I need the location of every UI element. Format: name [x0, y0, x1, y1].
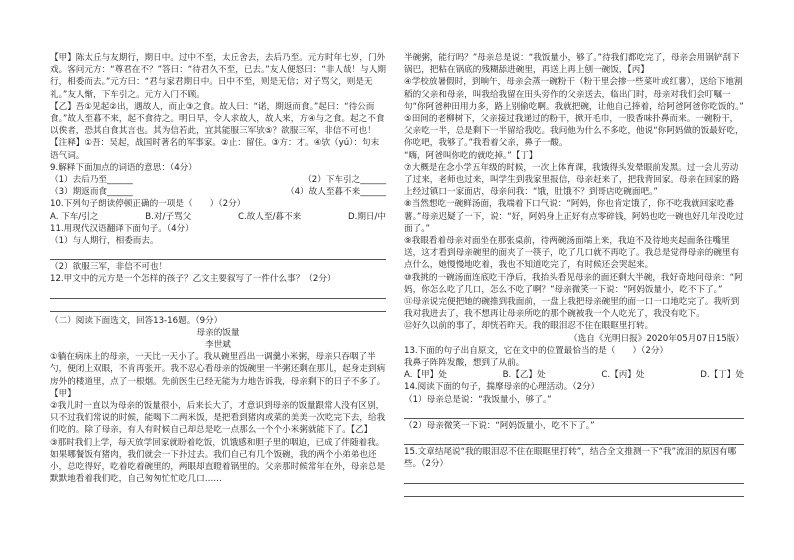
- question-10: 10.下列句子朗读停顿正确的一项是（ ）（2分）: [50, 199, 246, 210]
- essay-paragraph-12: ⑫好久以前的事了，却恍若昨天。我的眼泪忍不住在眼眶里打转。: [404, 321, 654, 332]
- left-column: [50, 52, 386, 486]
- essay-author: 李世斌: [205, 340, 231, 351]
- question-9: 9.解释下面加点的词语的意思：（4分）: [50, 162, 197, 173]
- answer-line[interactable]: [404, 472, 744, 484]
- question-14: 14.阅读下面的句子，揣摩母亲的心理活动。（2分）: [404, 382, 600, 393]
- q9-item: （4）故人至暮不来______: [286, 187, 386, 198]
- essay-paragraph-5: ⑤田间的老柳树下，父亲接过我递过的粉干，掀开毛巾，一股香味扑鼻而来。一碗粉干，父亲吃一半，总是剩下一半留给我吃。我问他为什么不多吃，他说“你阿妈做的饭最好吃，你吃吧，我够了。”我看着父亲，鼻子一酸。: [404, 114, 744, 149]
- q13-option: B.【乙】处: [502, 370, 546, 381]
- passage-jia: 【甲】陈太丘与友期行，期日中。过中不至，太丘舍去，去后乃至。元方时年七岁，门外戏。客问元方：“尊君在不？”答曰：“待君久不至，已去。”友人便怒曰：“非人哉！与人期行，相委而去。”元方曰：“君与家君期日中。日中不至，则是无信；对子骂父，则是无礼。”友人惭，下车引之。元方入门不顾。: [50, 53, 386, 100]
- question-13: 13.下面的句子出自原文，它在文中的位置最恰当的是（ ）（2分）: [404, 345, 669, 356]
- q13-option: A.【甲】处: [404, 370, 447, 381]
- essay-paragraph-11: ⑪母亲说完便把她的碗推到我面前，一盘上我把母亲碗里的面一口一口地吃完了。我听到我对我进去了，我不想再让母亲所吃的那个碗被我一个人吃光了，我没有吃下。: [404, 297, 740, 320]
- answer-line[interactable]: [50, 287, 386, 299]
- question-15: 15.文章结尾说“我的眼泪忍不住在眼眶里打转”，结合全文推测一下“我”流泪的原因有哪些。（2分）: [404, 447, 737, 470]
- q10-option: D.期日/中: [347, 211, 386, 222]
- right-column: [404, 52, 744, 498]
- essay-paragraph-6: “嗨，阿爸叫你吃的就吃掉。”【丁】: [404, 150, 538, 161]
- essay-paragraph-9: ⑨我眼看着母亲对面坐在那张桌前，待两碗汤面端上来，我迫不及待地夹起面条往嘴里送，这才看到母亲碗里的面夹了一筷子，吃了几口就不再吃了。我总是觉得母亲的碗里有点什么，她慢慢地吃着，我也不知道吃完了，有时候还会哭起来。: [404, 236, 740, 271]
- q9-item: （3）期返而食______: [50, 187, 133, 198]
- q10-option: C.故人至/暮不来: [237, 211, 302, 222]
- answer-line[interactable]: [50, 248, 386, 260]
- q11-sentence-2: （2）欲服三军，非信不可也！: [50, 262, 168, 273]
- essay-paragraph: ②我儿时一直以为母亲的饭量很小，后来长大了，才意识到母亲的饭量跟常人没有区别，只不过我们常说的时候，能喝下二两米饭，是把看到猪肉或菜的美美一次吃完下去，给我们吃的。除了母亲，有人有时候自己却总是吃一点那么一个个小米粥就能下了。【乙】: [50, 401, 386, 436]
- q13-quote: 我鼻子阵阵发酸，想到了从前。: [404, 358, 525, 369]
- essay-paragraph-7: ⑦大概是在念小学五年级的时候，一次上体育课，我饿得头发晕眼前发黑。过一会儿劳动了过来，老师也过来，叫学生到我家里报信，母亲赶来了，把我背回家。母亲在回家的路上经过镇口一家面店，母亲问我：“饿，肚饿不？到哥店吃碗面吧。”: [404, 162, 740, 198]
- essay-paragraph: ①躺在病床上的母亲，一天比一天小了。我从碗里舀出一调羹小米粥，母亲只吞咽了半勺，便闭上双眼，不肯再张开。我不忍心看母亲的饭碗里一半粥还剩在那儿，起身走到病房外的楼道里，点了一根烟。先前医生已经无能为力地告诉我，母亲剩下的日子不多了。【甲】: [50, 352, 386, 399]
- q10-options: [50, 211, 386, 223]
- q9-row-2: [50, 186, 386, 198]
- q11-sentence-1: （1）与人期行，相委而去。: [50, 236, 159, 247]
- q13-option: C.【丙】处: [601, 370, 645, 381]
- essay-continuation: 半碗粥，能行吗？”母亲总是说：“我饭量小，够了。”待我们都吃完了，母亲会用锅铲刮下锅巴，把粘在锅底的残糊舔进碗里，再送上再上刨一碗饭，【丙】: [404, 53, 740, 76]
- passage-yi: 【乙】吾①见起②出，遇故人，而止③之食。故人曰：“诺，期返而食。”起曰：“待公而食。”故人至暮不来，起不食待之。明日早，令人求故人，故人来，方④与之食。起之不食以俟者，恐其自食其言也。其为信若此，宜其能服三军欤⑤？欲服三军，非信不可也！: [50, 101, 385, 137]
- q14-sentence-1: （1）母亲总是说：“我饭量小，够了。”: [404, 394, 552, 405]
- answer-line[interactable]: [404, 485, 744, 497]
- q10-option: B.对/子骂父: [145, 211, 192, 222]
- question-12: 12.甲文中的元方是一个怎样的孩子？乙文主要叙写了一件什么事？（2分）: [50, 274, 336, 285]
- q9-item: （2）下车引之______: [303, 175, 386, 186]
- q9-row-1: [50, 174, 386, 186]
- essay-paragraph-4: ④学校放暑假时，到晌午，母亲会蒸一碗粉干（粉干里会掺一些菜叶或红薯），送给下地割稻的父亲和母亲，叫我给我留在田头旁作的父亲送去，临出门时，母亲对我们会叮嘱一句“你阿爸种田用力多，路上别偷吃啊。我就把碗，让他自己捧着，给阿爸阿爸你吃饭的。”: [404, 77, 744, 112]
- q13-option: D.【丁】处: [700, 370, 744, 381]
- q10-option: A. 下车/引之: [50, 211, 99, 222]
- essay-paragraph-10: ⑩我挑的一碗汤面连底吃干净后，我抬头看见母亲的面还剩大半碗，我好奇地问母亲：“阿妈，你怎么吃了几口，怎么不吃了啊？”母亲微笑一下说：“阿妈饭量小，吃不下了。”: [404, 272, 743, 295]
- question-11: 11.用现代汉语翻译下面句子。（4分）: [50, 223, 194, 234]
- section-two-heading: （二）阅读下面选文，回答13-16题。（9分）: [50, 315, 223, 326]
- answer-line[interactable]: [404, 407, 744, 419]
- essay-source: （选自《光明日报》2020年05月07日15版）: [569, 333, 744, 344]
- q13-options: [404, 369, 744, 381]
- essay-paragraph: ③那时我们上学，每天放学回家就盼着吃饭，饥饿感和胆子里的咽迫，已成了伴随着我。如果哪餐饭有猪肉，我们就会一下扑过去。我们自己有几个饭碗，我的两个小弟弟也还小，总吃得好，吃着吃着碗里的，两眼却直瞪着锅里的。父亲那时候常年在外，母亲总是默默地看着我们吃，自己匆匆忙忙吃几口……: [50, 437, 386, 485]
- q14-sentence-2: （2）母亲微笑一下说：“阿妈饭量小，吃不下了。”: [404, 420, 595, 431]
- q9-item: （1）去后乃至______: [50, 175, 133, 186]
- essay-title: 母亲的饭量: [196, 327, 240, 338]
- annotation-notes: 【注释】①吾：吴起，战国时著名的军事家。②止：留住。③方：才。④欤（yú）：句末语气词。: [50, 138, 380, 161]
- answer-line[interactable]: [404, 433, 744, 445]
- answer-line[interactable]: [50, 300, 386, 312]
- essay-paragraph-8: ⑧当然想吃一碗鲜汤面，我端着下口气说：“阿妈，你也肯定饿了，你不吃我就回家吃番薯。”母亲迟疑了一下，说：“好，阿妈身上正好有点零碎钱，阿妈也吃一碗也好几年没吃过面了。”: [404, 199, 744, 234]
